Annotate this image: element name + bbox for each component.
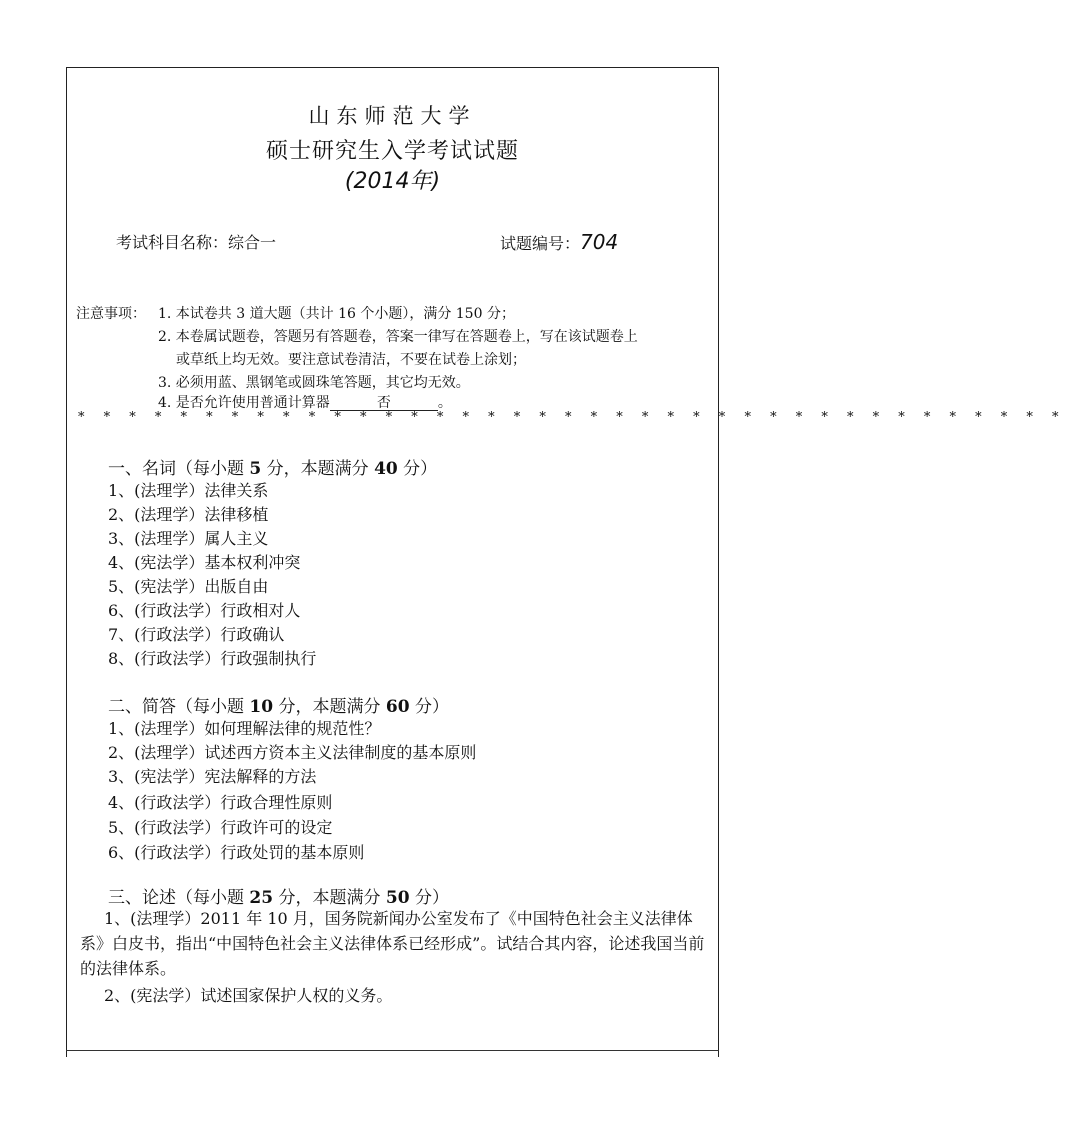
section-1-item: 5、(宪法学）出版自由: [108, 577, 269, 596]
section-1-mid: 分，本题满分: [261, 459, 375, 479]
notice-label: 注意事项：: [76, 306, 146, 322]
section-1-item: 1、(法理学）法律关系: [108, 481, 269, 500]
section-1-item: 4、(宪法学）基本权利冲突: [108, 553, 301, 572]
notice-item-3: 3. 必须用蓝、黑钢笔或圆珠笔答题，其它均无效。: [158, 375, 470, 391]
section-3-prefix: 三、论述（每小题: [108, 888, 250, 908]
section-2-item: 2、(法理学）试述西方资本主义法律制度的基本原则: [108, 743, 477, 762]
section-3-points-total: 50: [385, 888, 410, 908]
section-1-item: 8、(行政法学）行政强制执行: [108, 649, 317, 668]
section-3-suffix: 分）: [409, 888, 449, 908]
section-2-item: 3、(宪法学）宪法解释的方法: [108, 767, 317, 786]
section-3-item-1: 1、(法理学）2011 年 10 月，国务院新闻办公室发布了《中国特色社会主义法律体系》白皮书，指出“中国特色社会主义法律体系已经形成”。试结合其内容，论述我国当前的法律体系。: [80, 909, 705, 978]
notice-item-2-continued: 或草纸上均无效。要注意试卷清洁，不要在试卷上涂划；: [176, 352, 526, 368]
section-1-suffix: 分）: [397, 459, 438, 479]
frame-top-border: [66, 67, 719, 68]
subject-name: 考试科目名称：综合一: [116, 233, 277, 252]
section-3-mid: 分，本题满分: [273, 888, 386, 908]
question-code-value: 704: [580, 230, 619, 254]
section-2-item: 4、(行政法学）行政合理性原则: [108, 793, 333, 812]
section-1-points-each: 5: [249, 459, 262, 479]
section-3-item-2: 2、(宪法学）试述国家保护人权的义务。: [104, 986, 393, 1005]
frame-left-border: [66, 67, 67, 1057]
section-3-heading: [108, 883, 449, 908]
section-2-heading: [108, 692, 449, 717]
section-2-prefix: 二、简答（每小题: [108, 697, 250, 717]
star-separator: * * * * * * * * * * * * * * * * * * * * * * * * * * * * * * * * * * * * * * *: [78, 410, 1066, 425]
section-1-heading: [108, 454, 437, 479]
exam-year: (2014年): [344, 169, 441, 194]
university-name: 山东师范大学: [308, 104, 477, 128]
frame-bottom-border: [66, 1050, 719, 1051]
question-code: [500, 230, 618, 254]
notice-item-1: 1. 本试卷共 3 道大题（共计 16 个小题），满分 150 分；: [158, 306, 515, 322]
exam-title: 硕士研究生入学考试试题: [265, 139, 519, 164]
section-1-item: 6、(行政法学）行政相对人: [108, 601, 301, 620]
section-1-prefix: 一、名词（每小题: [108, 459, 250, 479]
section-2-item: 6、(行政法学）行政处罚的基本原则: [108, 843, 365, 862]
frame-right-border: [718, 67, 719, 1057]
section-1-item: 7、(行政法学）行政确认: [108, 625, 285, 644]
notice-item-2: 2. 本卷属试题卷，答题另有答题卷，答案一律写在答题卷上，写在该试题卷上: [158, 329, 638, 345]
section-2-points-total: 60: [385, 697, 410, 717]
section-2-item: 5、(行政法学）行政许可的设定: [108, 818, 333, 837]
notice-item-4: [158, 392, 452, 412]
question-code-label: 试题编号：: [500, 234, 581, 253]
section-1-points-total: 40: [374, 459, 398, 479]
section-3-points-each: 25: [249, 888, 274, 908]
notice-item-4-end: 。: [437, 395, 452, 411]
calculator-answer-blank: 否: [330, 396, 438, 411]
section-2-points-each: 10: [249, 697, 274, 717]
section-2-suffix: 分）: [409, 697, 449, 717]
section-1-item: 2、(法理学）法律移植: [108, 505, 269, 524]
section-2-item: 1、(法理学）如何理解法律的规范性？: [108, 719, 381, 738]
section-1-item: 3、(法理学）属人主义: [108, 529, 269, 548]
notice-item-4-text: 4. 是否允许使用普通计算器: [158, 395, 330, 411]
section-2-mid: 分，本题满分: [273, 697, 386, 717]
